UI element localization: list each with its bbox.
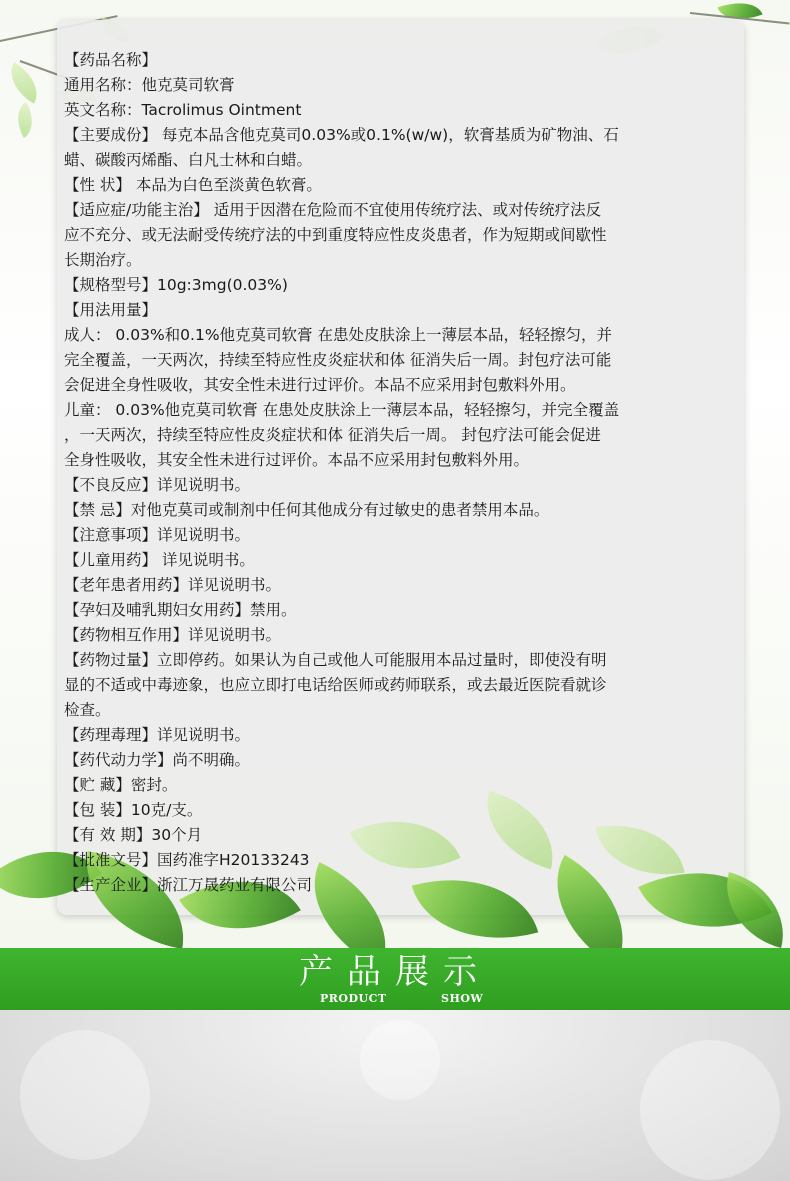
doc-line: 长期治疗。 <box>64 251 142 269</box>
bokeh-decoration <box>20 1030 150 1160</box>
doc-line: 全身性吸收，其安全性未进行过评价。本品不应采用封包敷料外用。 <box>64 451 530 469</box>
doc-line: 【主要成份】 每克本品含他克莫司0.03%或0.1%(w/w)，软膏基质为矿物油、石 <box>64 126 619 144</box>
doc-line: 【批准文号】国药准字H20133243 <box>64 851 310 869</box>
doc-line: 通用名称：他克莫司软膏 <box>64 76 235 94</box>
doc-line: 成人： 0.03%和0.1%他克莫司软膏 在患处皮肤涂上一薄层本品，轻轻擦匀，并 <box>64 326 612 344</box>
doc-line: 【药理毒理】详见说明书。 <box>64 726 251 744</box>
doc-line: 蜡、碳酸丙烯酯、白凡士林和白蜡。 <box>64 151 313 169</box>
doc-line: 检查。 <box>64 701 111 719</box>
doc-line: 【性 状】 本品为白色至淡黄色软膏。 <box>64 176 322 194</box>
banner-title: 产品展示 <box>299 952 491 992</box>
doc-line: 【注意事项】详见说明书。 <box>64 526 251 544</box>
doc-line: 【禁 忌】对他克莫司或制剂中任何其他成分有过敏史的患者禁用本品。 <box>64 501 550 519</box>
banner-sub-right: SHOW <box>441 992 484 1005</box>
doc-line: 【生产企业】浙江万晟药业有限公司 <box>64 876 313 894</box>
doc-line: 【不良反应】详见说明书。 <box>64 476 251 494</box>
drug-info-text <box>64 48 740 898</box>
doc-line: 【用法用量】 <box>64 301 158 319</box>
doc-line: 【孕妇及哺乳期妇女用药】禁用。 <box>64 601 297 619</box>
doc-line: 【老年患者用药】详见说明书。 <box>64 576 282 594</box>
doc-line: 【规格型号】10g:3mg(0.03%) <box>64 276 288 294</box>
bokeh-decoration <box>360 1020 440 1100</box>
doc-line: 显的不适或中毒迹象，也应立即打电话给医师或药师联系，或去最近医院看就诊 <box>64 676 607 694</box>
doc-line: 【药代动力学】尚不明确。 <box>64 751 251 769</box>
doc-line: 【贮 藏】密封。 <box>64 776 178 794</box>
doc-line: 应不充分、或无法耐受传统疗法的中到重度特应性皮炎患者，作为短期或间歇性 <box>64 226 607 244</box>
bokeh-decoration <box>640 1040 780 1180</box>
doc-line: 完全覆盖，一天两次，持续至特应性皮炎症状和体 征消失后一周。封包疗法可能 <box>64 351 612 369</box>
doc-line: 【有 效 期】30个月 <box>64 826 203 844</box>
doc-line: 【药品名称】 <box>64 51 158 69</box>
doc-line: 会促进全身性吸收，其安全性未进行过评价。本品不应采用封包敷料外用。 <box>64 376 576 394</box>
doc-line: 英文名称：Tacrolimus Ointment <box>64 101 302 119</box>
doc-line: 【药物相互作用】详见说明书。 <box>64 626 282 644</box>
doc-line: ，一天两次，持续至特应性皮炎症状和体 征消失后一周。 封包疗法可能会促进 <box>64 426 601 444</box>
doc-line: 【儿童用药】 详见说明书。 <box>64 551 255 569</box>
doc-line: 【包 装】10克/支。 <box>64 801 203 819</box>
banner-sub-left: PRODUCT <box>320 992 387 1005</box>
doc-line: 儿童： 0.03%他克莫司软膏 在患处皮肤涂上一薄层本品，轻轻擦匀，并完全覆盖 <box>64 401 620 419</box>
doc-line: 【药物过量】立即停药。如果认为自己或他人可能服用本品过量时，即使没有明 <box>64 651 607 669</box>
doc-line: 【适应症/功能主治】 适用于因潜在危险而不宜使用传统疗法、或对传统疗法反 <box>64 201 602 219</box>
